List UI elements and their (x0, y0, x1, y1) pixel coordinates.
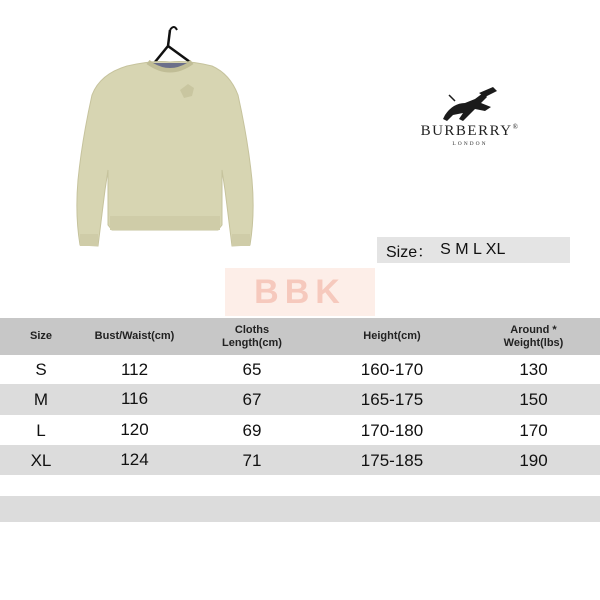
header-cell: Height(cm) (363, 330, 421, 342)
footer-bar (0, 496, 600, 522)
table-cell: 165-175 (360, 390, 424, 409)
table-cell: 71 (242, 450, 262, 470)
table-cell: 160-170 (360, 360, 424, 379)
header-cell: Bust/Waist(cm) (94, 330, 175, 342)
table-cell: 116 (120, 389, 149, 408)
watermark: BBK (225, 268, 375, 316)
table-row (0, 445, 600, 475)
table-cell: 190 (519, 450, 548, 470)
table-cell: 124 (120, 450, 149, 469)
table-header-row (0, 318, 600, 355)
table-row (0, 415, 600, 445)
header-cell: Cloths Length(cm) (222, 323, 282, 349)
header-cell: Around * Weight(lbs) (503, 323, 564, 349)
table-cell: 65 (242, 360, 262, 379)
brand-city: LONDON (452, 141, 488, 147)
brand-logo (395, 85, 545, 155)
table-cell: XL (30, 450, 52, 470)
header-cell: Size (29, 330, 52, 342)
size-label: Size： (386, 243, 434, 261)
table-cell: 130 (519, 360, 548, 379)
size-values: S M L XL (440, 241, 506, 258)
table-cell: 67 (242, 390, 262, 409)
table-cell: S (35, 360, 47, 379)
brand-name: BURBERRY® (420, 123, 520, 139)
table-row (0, 384, 600, 415)
table-cell: L (36, 420, 46, 440)
table-cell: M (33, 390, 49, 409)
table-cell: 175-185 (360, 450, 424, 470)
table-cell: 170 (519, 420, 548, 440)
table-cell: 69 (242, 420, 262, 440)
equestrian-knight-icon (435, 85, 505, 125)
sweatshirt-image (60, 20, 280, 250)
table-cell: 120 (120, 420, 149, 439)
table-cell: 170-180 (360, 420, 424, 440)
size-banner (377, 237, 570, 263)
table-cell: 112 (120, 360, 149, 379)
table-cell: 150 (519, 390, 548, 409)
table-row (0, 355, 600, 384)
